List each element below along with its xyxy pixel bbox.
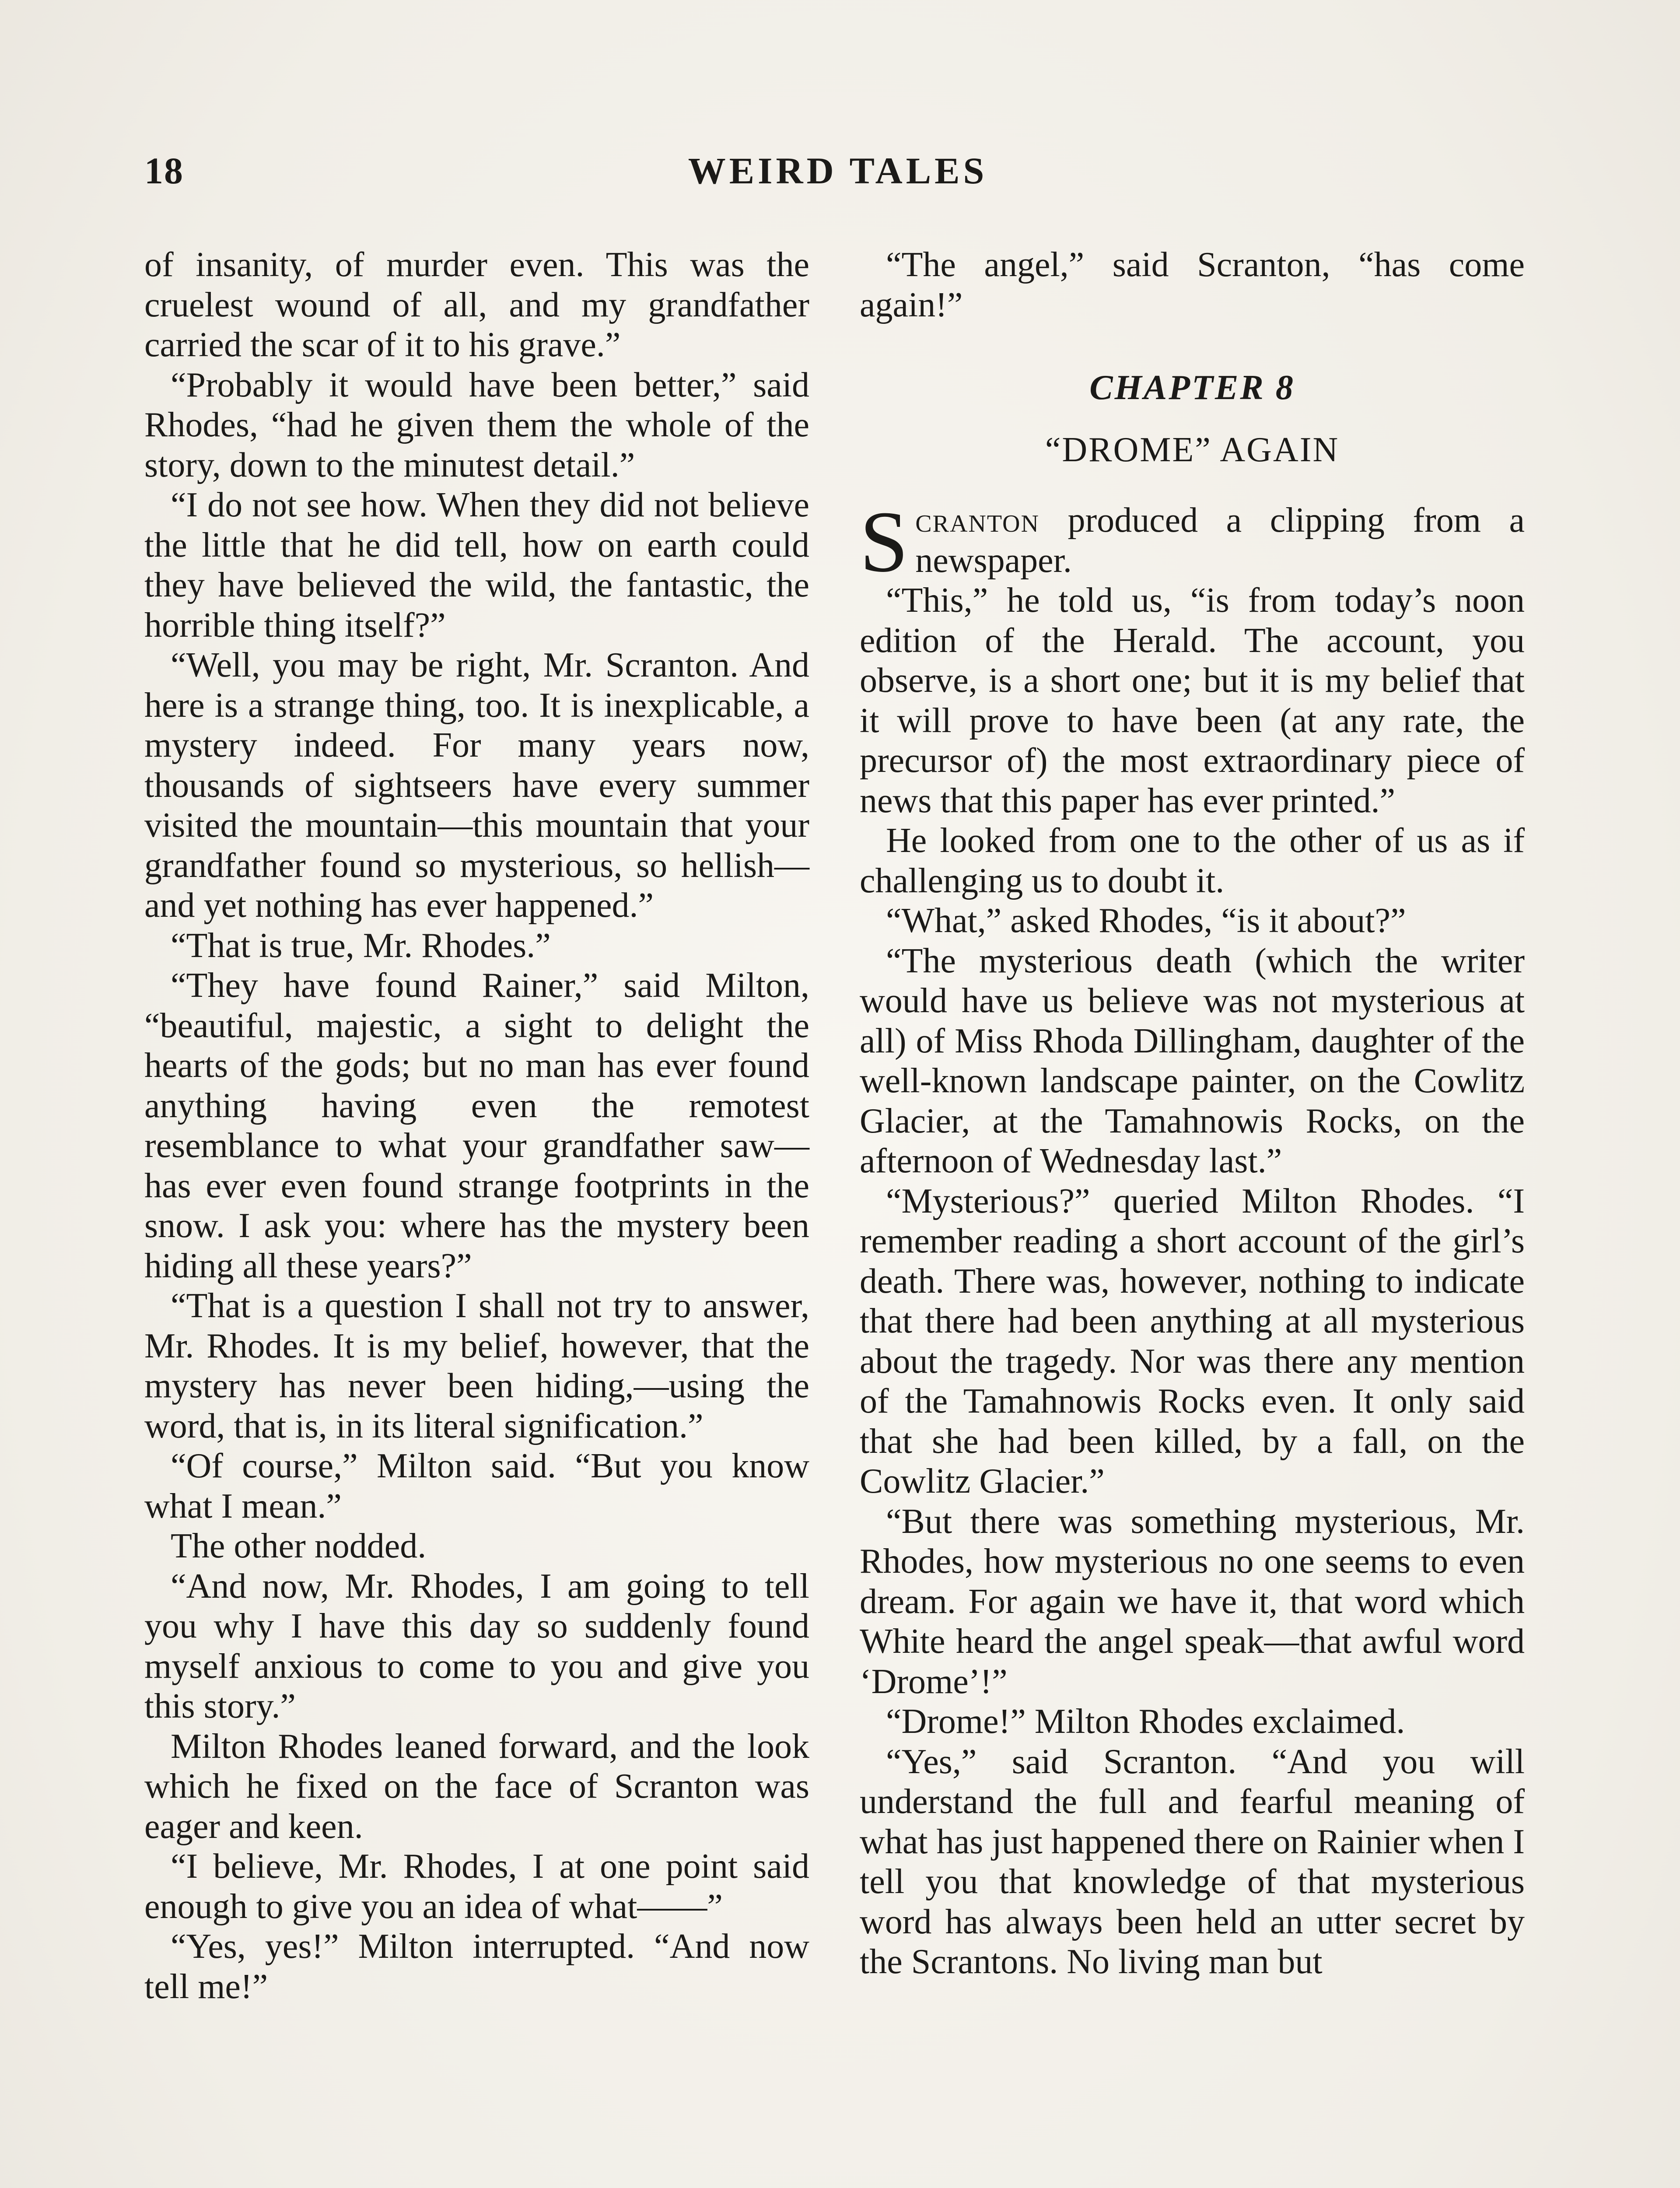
paragraph: “They have found Rainer,” said Milton, “beautiful, majestic, a sight to delight the hearts of the gods; but no man has ever found anything having even the remotest resemblance to what your grandfather saw—has ever even found strange footprints in the snow. I ask you: where has the mystery been hiding all these years?”: [144, 966, 809, 1285]
paragraph: “That is true, Mr. Rhodes.”: [171, 926, 551, 965]
paragraph: “This,” he told us, “is from today’s noon edition of the Herald. The account, you observe, is a short one; but it is my belief that it will prove to have been (at any rate, the precursor of) the most extraordinary piece of news that this paper has ever printed.”: [860, 581, 1525, 820]
paragraph: “The angel,” said Scranton, “has come again!”: [860, 245, 1525, 324]
running-title: WEIRD TALES: [688, 150, 988, 192]
chapter-title: “DROME” AGAIN: [1045, 430, 1340, 469]
page-header: [144, 149, 1531, 197]
paragraph: “What,” asked Rhodes, “is it about?”: [886, 901, 1406, 940]
paragraph: “The mysterious death (which the writer would have us believe was not mysterious at all) of Miss Rhoda Dillingham, daughter of the well-known landscape painter, on the Cowlitz Glacier, at the Tamahnowis Rocks, on the afternoon of Wednesday last.”: [860, 941, 1525, 1180]
paragraph: “Well, you may be right, Mr. Scranton. And here is a strange thing, too. It is inexplicable, a mystery indeed. For many years now, thousands of sightseers have every summer visited the mountain—this mountain that your grandfather found so mysterious, so hellish—and yet nothing has ever happened.”: [144, 646, 809, 925]
paragraph: “Yes, yes!” Milton interrupted. “And now tell me!”: [144, 1927, 809, 2006]
opening-text: produced a clipping from a newspaper.: [915, 501, 1525, 580]
paragraph: of insanity, of murder even. This was the cruelest wound of all, and my grandfather carried the scar of it to his grave.”: [144, 245, 809, 364]
paragraph: “I believe, Mr. Rhodes, I at one point said enough to give you an idea of what——”: [144, 1847, 809, 1926]
chapter-heading: CHAPTER 8: [1089, 368, 1295, 407]
paragraph: “Yes,” said Scranton. “And you will understand the full and fearful meaning of what has just happened there on Rainier when I tell you that knowledge of that mysterious word has always been held an utter secret by the Scrantons. No living man but: [860, 1742, 1525, 1981]
paragraph: “Probably it would have been better,” said Rhodes, “had he given them the whole of the story, down to the minutest detail.”: [144, 365, 809, 484]
paragraph: “I do not see how. When they did not believe the little that he did tell, how on earth could they have believed the wild, the fantastic, the horrible thing itself?”: [144, 486, 809, 645]
paragraph: “Drome!” Milton Rhodes exclaimed.: [886, 1702, 1405, 1741]
paragraph: “And now, Mr. Rhodes, I am going to tell you why I have this day so suddenly found myself anxious to come to you and give you this story.”: [144, 1567, 809, 1725]
paragraph: “Mysterious?” queried Milton Rhodes. “I remember reading a short account of the girl’s death. There was, however, nothing to indicate that there had been anything at all mysterious about the tragedy. Nor was there any mention of the Tamahnowis Rocks even. It only said that she had been killed, by a fall, on the Cowlitz Glacier.”: [860, 1182, 1525, 1501]
drop-cap: S: [860, 494, 909, 590]
paragraph: The other nodded.: [171, 1527, 427, 1565]
paragraph: He looked from one to the other of us as if challenging us to doubt it.: [860, 821, 1525, 900]
paragraph: “Of course,” Milton said. “But you know what I mean.”: [144, 1447, 809, 1525]
page-number: 18: [144, 150, 184, 192]
left-column: [144, 245, 809, 2007]
right-column: [860, 245, 1525, 1982]
paragraph: “That is a question I shall not try to answer, Mr. Rhodes. It is my belief, however, that the mystery has never been hiding,—using the word, that is, in its literal signification.”: [144, 1287, 809, 1445]
paragraph: Milton Rhodes leaned forward, and the look which he fixed on the face of Scranton was eager and keen.: [144, 1727, 809, 1846]
small-caps-lead: cranton: [915, 501, 1040, 540]
paragraph: “But there was something mysterious, Mr. Rhodes, how mysterious no one seems to even dream. For again we have it, that word which White heard the angel speak—that awful word ‘Drome’!”: [860, 1502, 1525, 1701]
chapter-opening-paragraph: [860, 494, 1525, 590]
